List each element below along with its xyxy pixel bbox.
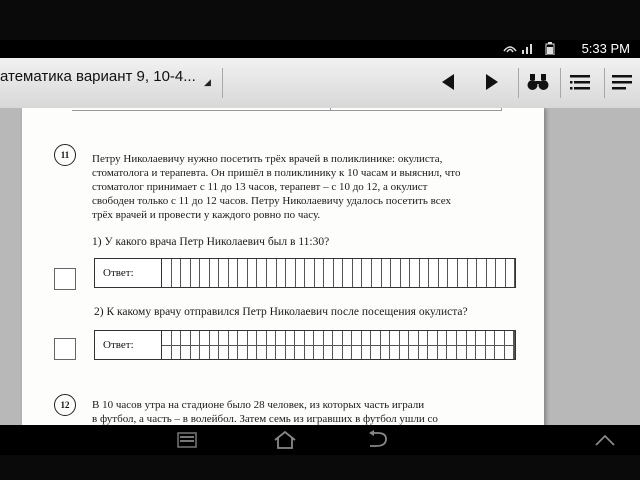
answer-label: Ответ: [95,259,162,287]
question-11-part-1: 1) У какого врача Петр Николаевич был в 11:30? [92,236,330,248]
previous-answer-box-remnant [330,108,502,111]
document-title[interactable]: атематика вариант 9, 10-4... [0,68,196,85]
home-icon[interactable] [270,429,300,451]
checkbox-1[interactable] [54,268,76,290]
answer-field-2[interactable] [94,330,516,360]
title-dropdown-icon[interactable]: ◢ [204,78,211,88]
clock: 5:33 PM [581,41,630,56]
question-number-12: 12 [54,394,76,416]
document-viewer[interactable] [0,108,640,425]
system-navigation-bar [0,425,640,455]
status-bar [0,40,640,58]
question-11-part-2: 2) К какому врачу отправился Петр Николаевич после посещения окулиста? [94,306,468,318]
outline-list-icon[interactable] [568,70,592,94]
question-12-text: В 10 часов утра на стадионе было 28 человек, из которых часть играли в футбол, а часть – в волейбол. Затем семь из игравших в футбол ушли со [92,399,438,425]
recent-apps-icon[interactable] [364,429,394,451]
answer-label: Ответ: [95,331,162,359]
binoculars-icon[interactable] [526,70,550,94]
answer-cells-1[interactable] [162,259,515,287]
back-icon[interactable] [172,429,202,451]
checkbox-2[interactable] [54,338,76,360]
answer-field-1[interactable] [94,258,516,288]
question-number-11: 11 [54,144,76,166]
menu-icon[interactable] [610,70,634,94]
pdf-page [22,108,544,425]
wifi-icon [502,41,562,58]
reader-toolbar [0,58,640,109]
prev-page-icon[interactable] [436,70,460,94]
next-page-icon[interactable] [480,70,504,94]
question-11-text: Петру Николаевичу нужно посетить трёх врачей в поликлинике: окулиста, стоматолога и терапевта. Он пришёл в поликлинику к 10 часам и выяснил, что стоматолог принимает с 11 до 13 часов, терапевт – с 10 до 12, а окулист свободен только с 11 до 12 часов. Петру Николаевичу удалось посетить всех трёх врачей и провести у каждого ровно по часу. [92,153,461,221]
chevron-up-icon[interactable] [590,429,620,451]
answer-cells-2[interactable] [162,331,515,359]
